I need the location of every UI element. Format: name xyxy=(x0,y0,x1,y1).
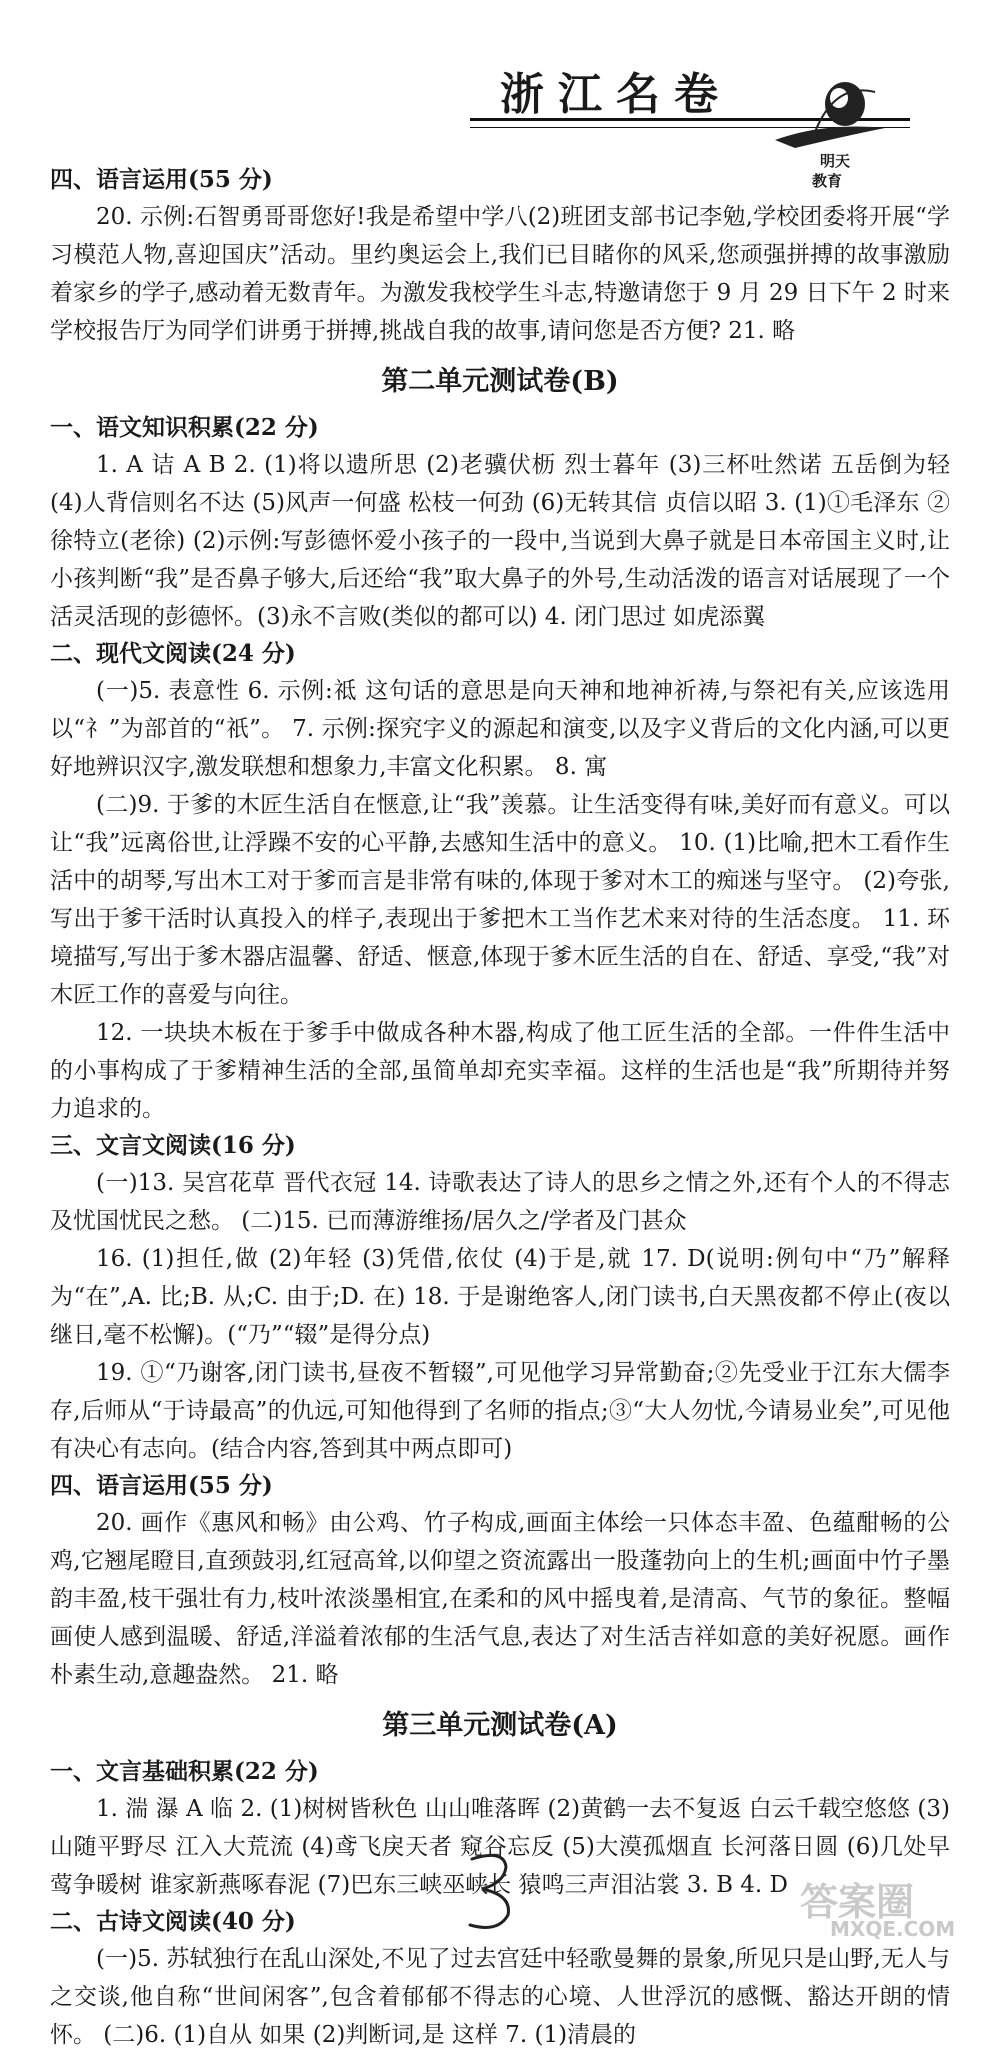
section-heading: 四、语言运用(55 分) xyxy=(50,166,273,193)
logo-text-line1: 明天 xyxy=(820,152,851,170)
answer-paragraph: (一)13. 吴宫花草 晋代衣冠 14. 诗歌表达了诗人的思乡之情之外,还有个人的不得志及忧国忧民之愁。 (二)15. 已而薄游维扬/居久之/学者及门甚众 xyxy=(50,1170,950,1234)
header-title: 浙江名卷 xyxy=(500,69,732,120)
answer-paragraph: 19. ①“乃谢客,闭门读书,昼夜不暂辍”,可见他学习异常勤奋;②先受业于江东大儒李存,后师从“于诗最高”的仇远,可知他得到了名师的指点;③“大人勿忧,今请易业矣”,可见他有决心有志向。(结合内容,答到其中两点即可) xyxy=(50,1360,950,1462)
answer-paragraph: (二)9. 于爹的木匠生活自在惬意,让“我”羡慕。让生活变得有味,美好而有意义。可以让“我”远离俗世,让浮躁不安的心平静,去感知生活中的意义。 10. (1)比喻,把木工看作生活中的胡琴,写出木工对于爹而言是非常有味的,体现于爹对木工的痴迷与坚守。 (2)夸张,写出于爹干活时认真投入的样子,表现出于爹把木工当作艺术来对待的生活态度。 11. 环境描写,写出于爹木器店温馨、舒适、惬意,体现于爹木匠生活的自在、舒适、享受,“我”对木匠工作的喜爱与向往。 xyxy=(50,792,950,1008)
answer-paragraph: (一)5. 苏轼独行在乱山深处,不见了过去宫廷中轻歌曼舞的景象,所见只是山野,无人与之交谈,他自称“世间闲客”,包含着郁郁不得志的心境、人世浮沉的感慨、豁达开朗的情怀。 (二)6. (1)自从 如果 (2)判断词,是 这样 7. (1)清晨的 xyxy=(50,1946,950,2048)
section-heading: 二、古诗文阅读(40 分) xyxy=(50,1908,296,1935)
answer-paragraph: 16. (1)担任,做 (2)年轻 (3)凭借,依仗 (4)于是,就 17. D(说明:例句中“乃”解释为“在”,A. 比;B. 从;C. 由于;D. 在) 18. 于是谢绝客人,闭门读书,白天黑夜都不停止(夜以继日,毫不松懈)。(“乃”“辍”是得分点) xyxy=(50,1246,950,1348)
watermark xyxy=(790,1865,990,1945)
logo-text-line2: 教育 xyxy=(812,172,843,190)
unit-test-title: 第三单元测试卷(A) xyxy=(382,1710,618,1741)
watermark-url: MXQE.COM xyxy=(830,1917,956,1941)
answer-paragraph: 1. 湍 瀑 A 临 2. (1)树树皆秋色 山山唯落晖 (2)黄鹤一去不复返 白云千载空悠悠 (3)山随平野尽 江入大荒流 (4)鸢飞戾天者 窥谷忘反 (5)大漠孤烟直 长河落日圆 (6)几处早莺争暖树 谁家新燕啄春泥 (7)巴东三峡巫峡长 猿鸣三声泪沾裳 3. B 4. D xyxy=(50,1796,950,1898)
answer-paragraph: (一)5. 表意性 6. 示例:祗 这句话的意思是向天神和地神祈祷,与祭祀有关,应该选用以“礻”为部首的“祇”。 7. 示例:探究字义的源起和演变,以及字义背后的文化内涵,可以更好地辨识汉字,激发联想和想象力,丰富文化积累。 8. 寓 xyxy=(50,678,950,780)
answer-paragraph: 12. 一块块木板在于爹手中做成各种木器,构成了他工匠生活的全部。一件件生活中的小事构成了于爹精神生活的全部,虽简单却充实幸福。这样的生活也是“我”所期待并努力追求的。 xyxy=(50,1020,950,1122)
handwritten-page-number xyxy=(460,1845,520,1935)
section-heading: 二、现代文阅读(24 分) xyxy=(50,640,296,667)
section-heading: 一、文言基础积累(22 分) xyxy=(50,1758,319,1785)
answer-content xyxy=(50,162,950,2054)
section-heading: 四、语言运用(55 分) xyxy=(50,1472,273,1499)
section-heading: 三、文言文阅读(16 分) xyxy=(50,1132,296,1159)
section-heading: 一、语文知识积累(22 分) xyxy=(50,414,319,441)
answer-paragraph: 1. A 诘 A B 2. (1)将以遗所思 (2)老骥伏枥 烈士暮年 (3)三杯吐然诺 五岳倒为轻 (4)人背信则名不达 (5)风声一何盛 松枝一何劲 (6)无转其信 贞信以昭 3. (1)①毛泽东 ②徐特立(老徐) (2)示例:写彭德怀爱小孩子的一段中,当说到大鼻子就是日本帝国主义时,让小孩判断“我”是否鼻子够大,后还给“我”取大鼻子的外号,生动活泼的语言对话展现了一个活灵活现的彭德怀。(3)永不言败(类似的都可以) 4. 闭门思过 如虎添翼 xyxy=(50,452,950,630)
answer-paragraph: 20. 示例:石智勇哥哥您好!我是希望中学八(2)班团支部书记李勉,学校团委将开展“学习模范人物,喜迎国庆”活动。里约奥运会上,我们已目睹你的风采,您顽强拼搏的故事激励着家乡的学子,感动着无数青年。为激发我校学生斗志,特邀请您于 9 月 29 日下午 2 时来学校报告厅为同学们讲勇于拼搏,挑战自我的故事,请问您是否方便? 21. 略 xyxy=(50,204,950,344)
unit-test-title: 第二单元测试卷(B) xyxy=(381,366,619,397)
watermark-text: 答案圈 xyxy=(800,1880,915,1924)
answer-paragraph: 20. 画作《惠风和畅》由公鸡、竹子构成,画面主体绘一只体态丰盈、色蕴酣畅的公鸡,它翘尾瞪目,直颈鼓羽,红冠高耸,以仰望之资流露出一股蓬勃向上的生机;画面中竹子墨韵丰盈,枝干强壮有力,枝叶浓淡墨相宜,在柔和的风中摇曳着,是清高、气节的象征。整幅画使人感到温暖、舒适,洋溢着浓郁的生活气息,表达了对生活吉祥如意的美好祝愿。画作朴素生动,意趣盎然。 21. 略 xyxy=(50,1510,950,1688)
